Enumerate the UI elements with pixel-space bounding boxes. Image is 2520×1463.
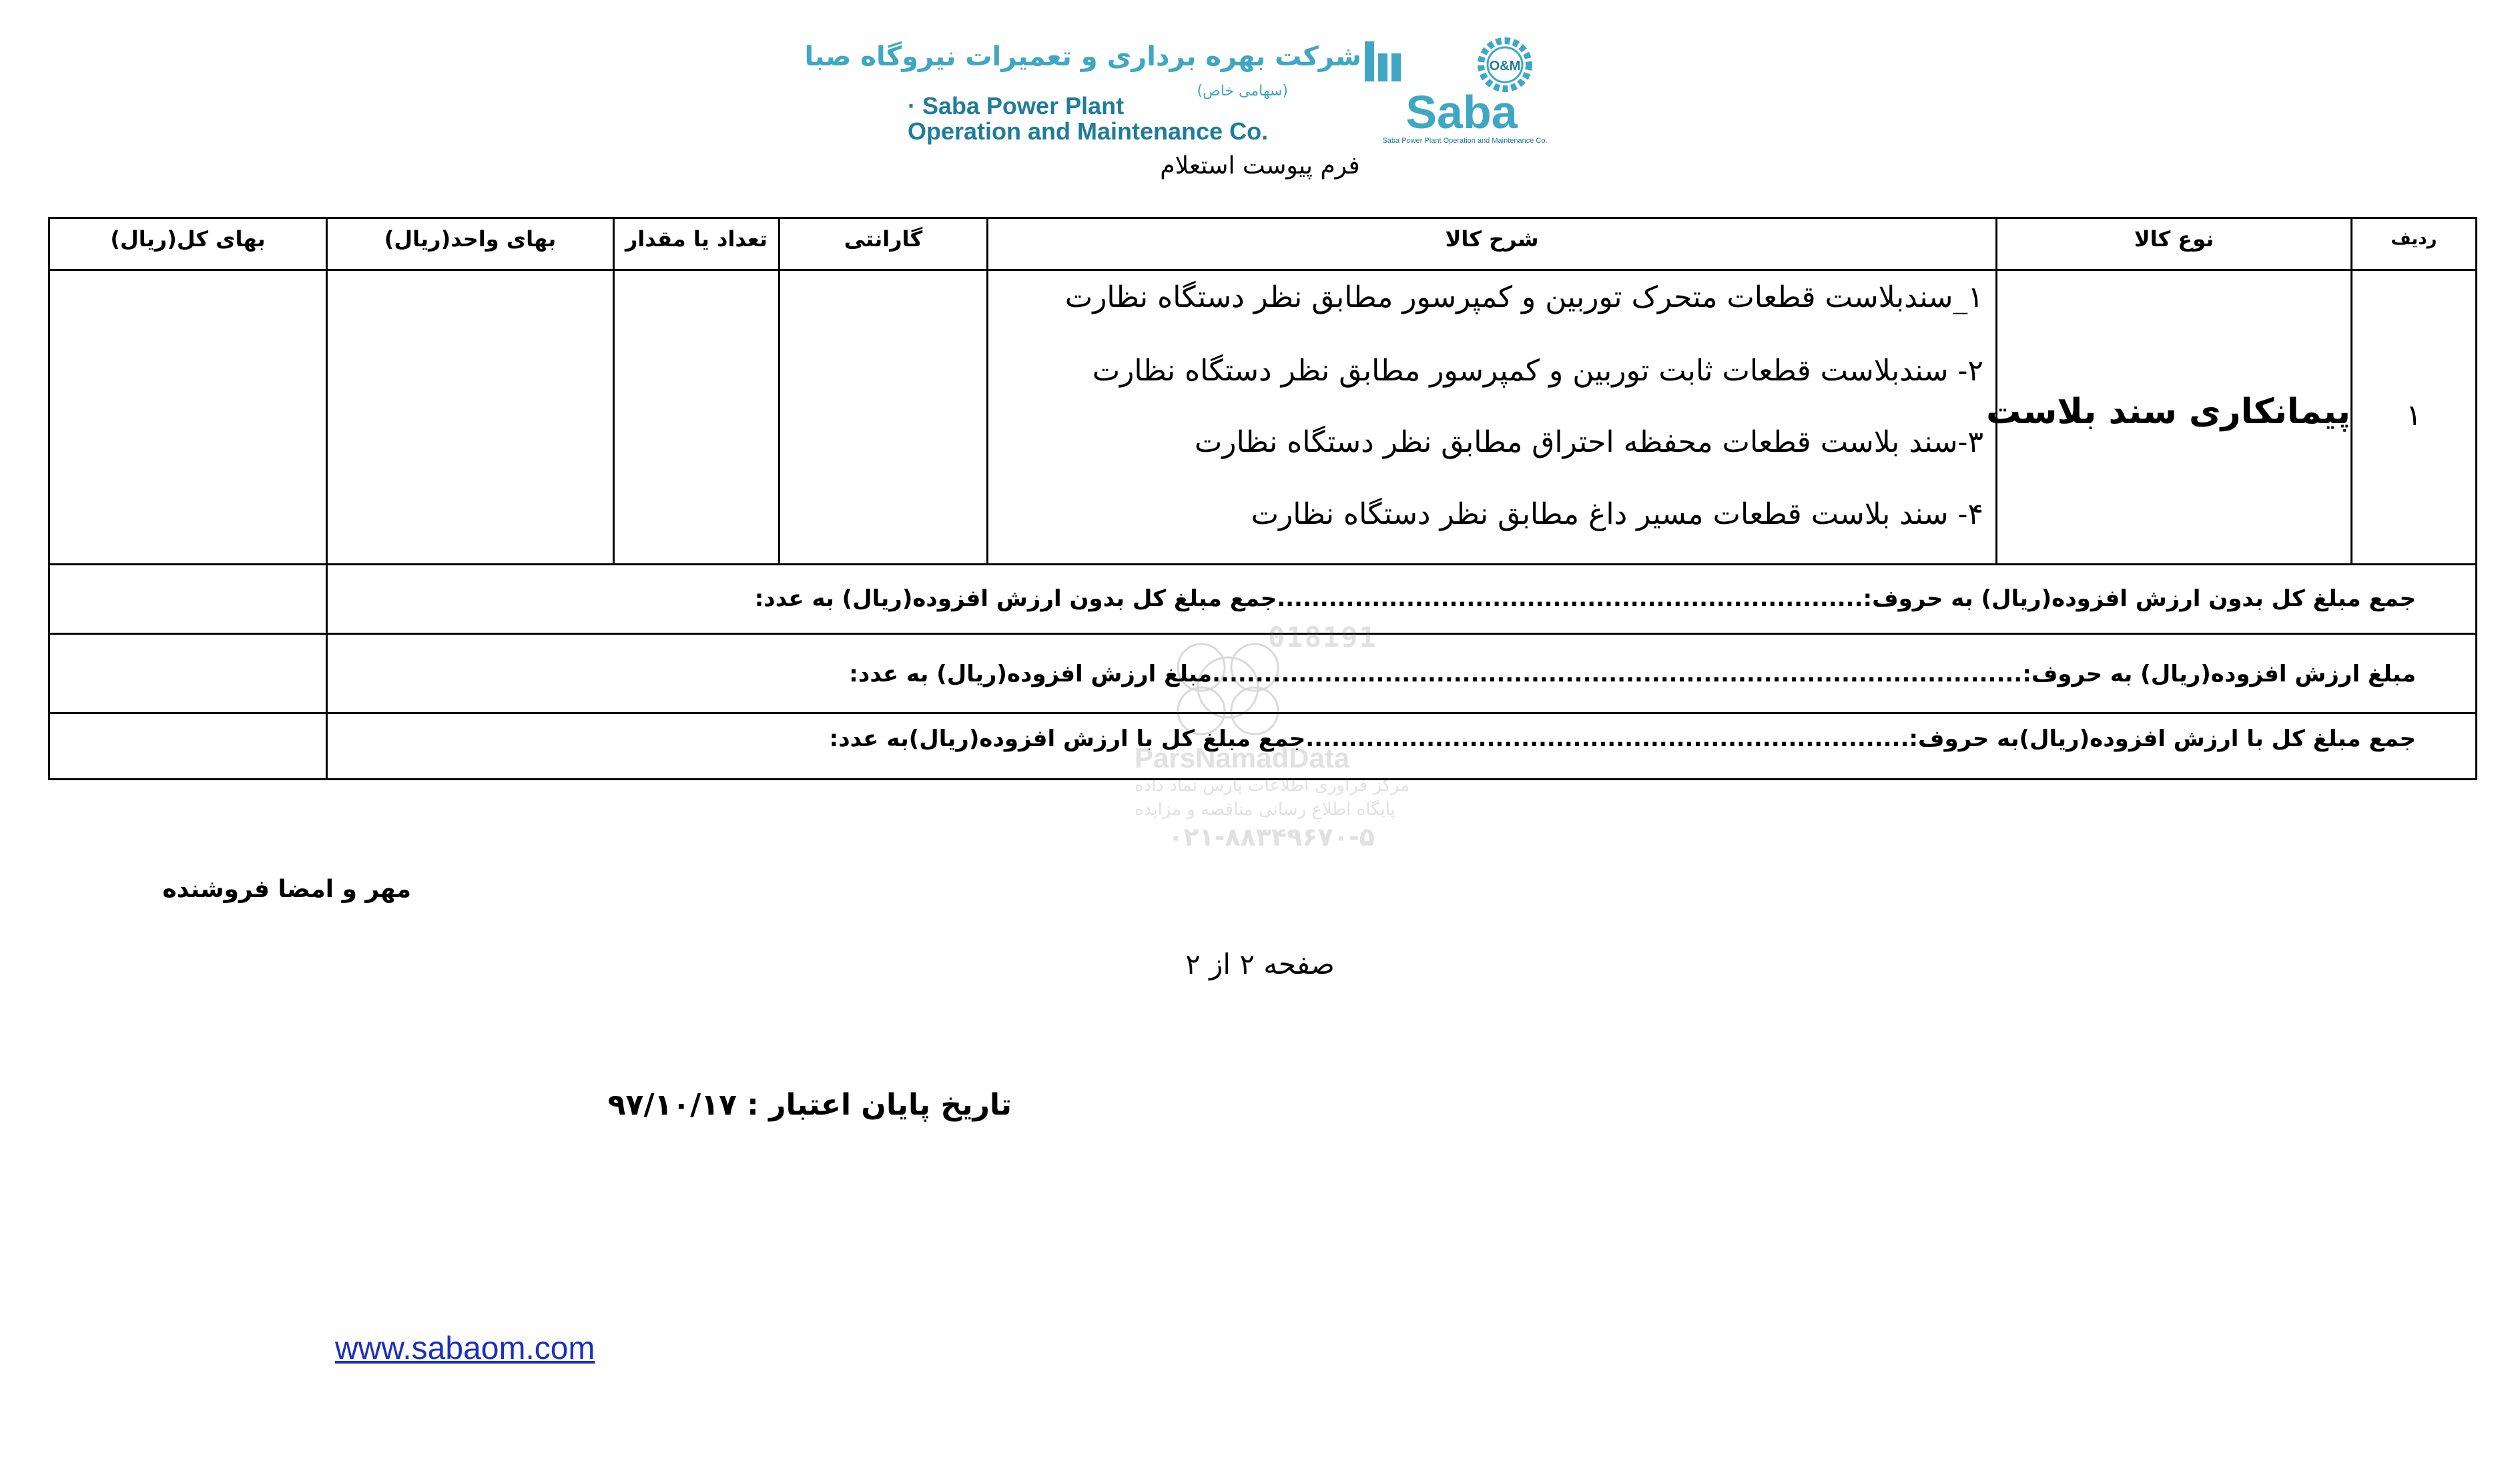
gear-icon [1481, 41, 1529, 89]
watermark-line2: پایگاه اطلاع رسانی مناقصه و مزایده [1135, 800, 1395, 820]
company-name-en-line2: Operation and Maintenance Co. [908, 117, 1269, 145]
logo-caption: Saba Power Plant Operation and Maintenance Co. [1382, 137, 1548, 145]
summary-total: جمع مبلغ کل با ارزش افزوده(ریال)به حروف:......................................................................جمع مبلغ کل با ارزش افزوده(ریال)به عدد: [829, 725, 2416, 752]
watermark-line1: مرکز فراوری اطلاعات پارس نماد داده [1135, 776, 1410, 796]
watermark-code: 018191 [1268, 621, 1377, 653]
column-header-item-type: نوع کالا [2134, 226, 2214, 252]
description-line: ۳-سند بلاست قطعات محفظه احتراق مطابق نظر دستگاه نظارت [1194, 425, 1983, 459]
saba-logo [1361, 35, 1562, 148]
company-type-fa: (سهامی خاص) [1197, 83, 1288, 99]
website-link[interactable]: www.sabaom.com [335, 1331, 595, 1366]
row-number: ۱ [2406, 398, 2422, 432]
item-type-cell: پیمانکاری سند بلاست [1986, 392, 2350, 432]
column-header-description: شرح کالا [1445, 226, 1539, 252]
saba-wordmark: Saba [1405, 86, 1518, 138]
watermark-stamp [1128, 621, 1408, 854]
validity-date: تاریخ پایان اعتبار : ۹۷/۱۰/۱۷ [607, 1088, 1012, 1122]
column-header-total-price: بهای کل(ریال) [110, 226, 266, 252]
company-name-fa: شرکت بهره برداری و تعمیرات نیروگاه صبا [804, 41, 1361, 72]
description-line: ۴- سند بلاست قطعات مسیر داغ مطابق نظر دستگاه نظارت [1251, 497, 1983, 531]
column-header-row: ردیف [2391, 229, 2437, 249]
form-title: فرم پیوست استعلام [1160, 152, 1360, 180]
summary-vat: مبلغ ارزش افزوده(ریال) به حروف:..............................................................................................مبلغ ارزش افزوده(ریال) به عدد: [849, 661, 2416, 687]
company-name-en-line1: · Saba Power Plant [908, 92, 1125, 119]
column-header-quantity: تعداد یا مقدار [625, 226, 767, 252]
company-header [804, 35, 1562, 148]
description-line: ۱_سندبلاست قطعات متحرک توربین و کمپرسور مطابق نظر دستگاه نظارت [1064, 280, 1983, 314]
column-header-warranty: گارانتی [844, 226, 923, 252]
page-number: صفحه ۲ از ۲ [1185, 948, 1335, 980]
watermark-phone: ۰۲۱-۸۸۳۴۹۶۷۰-۵ [1168, 822, 1375, 852]
summary-subtotal: جمع مبلغ کل بدون ارزش افزوده(ریال) به حروف:....................................................................جمع مبلغ کل بدون ارزش افزوده(ریال) به عدد: [754, 585, 2416, 612]
watermark-brand: ParsNamadData [1135, 742, 1350, 774]
description-line: ۲- سندبلاست قطعات ثابت توربین و کمپرسور مطابق نظر دستگاه نظارت [1092, 354, 1983, 388]
column-header-unit-price: بهای واحد(ریال) [384, 226, 557, 252]
svg-text:O&M: O&M [1489, 59, 1521, 73]
seller-signature-label: مهر و امضا فروشنده [162, 876, 411, 903]
